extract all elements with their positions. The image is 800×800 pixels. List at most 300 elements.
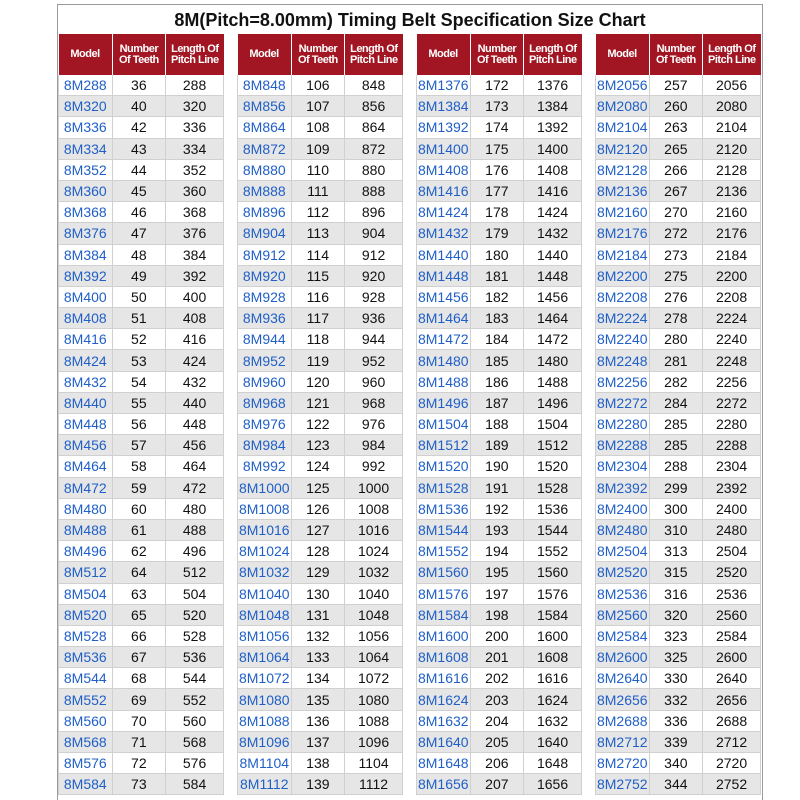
cell-model: 8M1408 — [417, 159, 471, 180]
table-row — [59, 75, 224, 96]
header-length-line1: Length Of — [529, 42, 577, 55]
cell-teeth: 45 — [112, 180, 166, 201]
cell-model: 8M2248 — [596, 350, 650, 371]
cell-teeth: 184 — [470, 329, 524, 350]
cell-model: 8M1648 — [417, 753, 471, 774]
cell-model: 8M1416 — [417, 180, 471, 201]
header-number-of-teeth — [470, 34, 524, 75]
cell-length: 1072 — [345, 668, 403, 689]
cell-length: 480 — [166, 498, 224, 519]
cell-model: 8M2288 — [596, 435, 650, 456]
cell-model: 8M960 — [238, 371, 292, 392]
cell-length: 2200 — [703, 265, 761, 286]
cell-teeth: 185 — [470, 350, 524, 371]
cell-teeth: 65 — [112, 604, 166, 625]
cell-model: 8M2304 — [596, 456, 650, 477]
cell-length: 1656 — [524, 774, 582, 795]
size-table-1 — [58, 34, 224, 795]
cell-length: 1608 — [524, 647, 582, 668]
cell-teeth: 114 — [291, 244, 345, 265]
cell-teeth: 284 — [649, 392, 703, 413]
header-teeth-line2: Of Teeth — [118, 53, 159, 66]
cell-model: 8M2208 — [596, 286, 650, 307]
cell-model: 8M1504 — [417, 414, 471, 435]
cell-model: 8M2240 — [596, 329, 650, 350]
cell-teeth: 192 — [470, 498, 524, 519]
table-row — [59, 414, 224, 435]
cell-teeth: 285 — [649, 435, 703, 456]
cell-teeth: 187 — [470, 392, 524, 413]
cell-model: 8M1544 — [417, 519, 471, 540]
table-row — [238, 414, 403, 435]
cell-length: 1616 — [524, 668, 582, 689]
cell-teeth: 177 — [470, 180, 524, 201]
cell-teeth: 193 — [470, 519, 524, 540]
cell-teeth: 197 — [470, 583, 524, 604]
cell-model: 8M1472 — [417, 329, 471, 350]
cell-teeth: 128 — [291, 541, 345, 562]
table-row — [238, 710, 403, 731]
header-length-line2: Pitch Line — [350, 53, 398, 66]
cell-teeth: 278 — [649, 308, 703, 329]
cell-model: 8M2128 — [596, 159, 650, 180]
cell-model: 8M432 — [59, 371, 113, 392]
table-row — [596, 689, 761, 710]
table-row — [238, 180, 403, 201]
header-model: Model — [59, 34, 113, 75]
table-row — [59, 96, 224, 117]
cell-model: 8M864 — [238, 117, 292, 138]
header-length-line2: Pitch Line — [529, 53, 577, 66]
cell-teeth: 340 — [649, 753, 703, 774]
table-row — [238, 625, 403, 646]
cell-length: 888 — [345, 180, 403, 201]
table-row — [596, 138, 761, 159]
cell-length: 2640 — [703, 668, 761, 689]
cell-model: 8M1632 — [417, 710, 471, 731]
cell-length: 416 — [166, 329, 224, 350]
cell-length: 320 — [166, 96, 224, 117]
table-row — [59, 710, 224, 731]
cell-length: 1600 — [524, 625, 582, 646]
cell-length: 2392 — [703, 477, 761, 498]
cell-model: 8M2520 — [596, 562, 650, 583]
table-row — [417, 117, 582, 138]
table-row — [59, 350, 224, 371]
table-row — [596, 647, 761, 668]
cell-length: 1096 — [345, 731, 403, 752]
cell-model: 8M896 — [238, 202, 292, 223]
cell-length: 560 — [166, 710, 224, 731]
cell-length: 2584 — [703, 625, 761, 646]
cell-model: 8M1656 — [417, 774, 471, 795]
cell-model: 8M952 — [238, 350, 292, 371]
cell-teeth: 44 — [112, 159, 166, 180]
table-row — [417, 414, 582, 435]
table-row — [59, 625, 224, 646]
table-row — [59, 477, 224, 498]
cell-teeth: 112 — [291, 202, 345, 223]
header-teeth-line1: Number — [656, 42, 696, 55]
cell-teeth: 265 — [649, 138, 703, 159]
table-row — [238, 668, 403, 689]
table-row — [238, 541, 403, 562]
cell-length: 1560 — [524, 562, 582, 583]
cell-teeth: 260 — [649, 96, 703, 117]
cell-length: 334 — [166, 138, 224, 159]
cell-length: 2128 — [703, 159, 761, 180]
cell-length: 464 — [166, 456, 224, 477]
table-row — [238, 350, 403, 371]
size-table-3 — [416, 34, 582, 795]
cell-teeth: 127 — [291, 519, 345, 540]
table-row — [417, 308, 582, 329]
cell-teeth: 194 — [470, 541, 524, 562]
cell-model: 8M872 — [238, 138, 292, 159]
table-row — [417, 625, 582, 646]
table-row — [596, 117, 761, 138]
cell-teeth: 56 — [112, 414, 166, 435]
cell-model: 8M992 — [238, 456, 292, 477]
cell-model: 8M392 — [59, 265, 113, 286]
cell-model: 8M1008 — [238, 498, 292, 519]
table-row — [417, 392, 582, 413]
cell-teeth: 57 — [112, 435, 166, 456]
cell-teeth: 120 — [291, 371, 345, 392]
cell-model: 8M1584 — [417, 604, 471, 625]
cell-model: 8M2752 — [596, 774, 650, 795]
table-row — [417, 244, 582, 265]
cell-length: 1000 — [345, 477, 403, 498]
cell-length: 864 — [345, 117, 403, 138]
table-row — [59, 180, 224, 201]
cell-model: 8M464 — [59, 456, 113, 477]
cell-model: 8M408 — [59, 308, 113, 329]
table-row — [596, 223, 761, 244]
cell-teeth: 190 — [470, 456, 524, 477]
cell-length: 504 — [166, 583, 224, 604]
cell-length: 2224 — [703, 308, 761, 329]
table-row — [596, 604, 761, 625]
cell-length: 536 — [166, 647, 224, 668]
cell-teeth: 54 — [112, 371, 166, 392]
cell-teeth: 282 — [649, 371, 703, 392]
cell-length: 2120 — [703, 138, 761, 159]
cell-length: 1032 — [345, 562, 403, 583]
cell-length: 1584 — [524, 604, 582, 625]
cell-model: 8M2136 — [596, 180, 650, 201]
table-row — [596, 202, 761, 223]
cell-model: 8M1088 — [238, 710, 292, 731]
cell-model: 8M536 — [59, 647, 113, 668]
cell-length: 496 — [166, 541, 224, 562]
table-row — [596, 159, 761, 180]
cell-teeth: 281 — [649, 350, 703, 371]
cell-length: 2240 — [703, 329, 761, 350]
cell-model: 8M1496 — [417, 392, 471, 413]
cell-length: 1432 — [524, 223, 582, 244]
table-row — [59, 392, 224, 413]
cell-length: 1648 — [524, 753, 582, 774]
table-row — [238, 647, 403, 668]
cell-model: 8M1112 — [238, 774, 292, 795]
cell-length: 936 — [345, 308, 403, 329]
cell-length: 976 — [345, 414, 403, 435]
cell-teeth: 69 — [112, 689, 166, 710]
cell-model: 8M1464 — [417, 308, 471, 329]
table-row — [59, 519, 224, 540]
cell-length: 2248 — [703, 350, 761, 371]
cell-length: 1088 — [345, 710, 403, 731]
cell-model: 8M2200 — [596, 265, 650, 286]
cell-teeth: 320 — [649, 604, 703, 625]
cell-teeth: 300 — [649, 498, 703, 519]
cell-length: 1400 — [524, 138, 582, 159]
table-row — [238, 604, 403, 625]
header-teeth-line2: Of Teeth — [476, 53, 517, 66]
cell-teeth: 276 — [649, 286, 703, 307]
header-length-line1: Length Of — [171, 42, 219, 55]
cell-model: 8M1032 — [238, 562, 292, 583]
table-row — [417, 180, 582, 201]
cell-teeth: 106 — [291, 75, 345, 96]
cell-model: 8M2584 — [596, 625, 650, 646]
cell-model: 8M456 — [59, 435, 113, 456]
table-header-row — [238, 34, 403, 75]
cell-teeth: 315 — [649, 562, 703, 583]
cell-model: 8M1064 — [238, 647, 292, 668]
table-row — [417, 668, 582, 689]
cell-length: 2136 — [703, 180, 761, 201]
cell-teeth: 207 — [470, 774, 524, 795]
cell-teeth: 42 — [112, 117, 166, 138]
cell-length: 2520 — [703, 562, 761, 583]
cell-model: 8M400 — [59, 286, 113, 307]
cell-teeth: 132 — [291, 625, 345, 646]
cell-length: 1576 — [524, 583, 582, 604]
cell-model: 8M1640 — [417, 731, 471, 752]
cell-model: 8M2080 — [596, 96, 650, 117]
table-row — [238, 392, 403, 413]
header-number-of-teeth — [112, 34, 166, 75]
table-row — [596, 308, 761, 329]
cell-length: 584 — [166, 774, 224, 795]
table-row — [417, 75, 582, 96]
cell-length: 1440 — [524, 244, 582, 265]
table-row — [238, 689, 403, 710]
cell-length: 1384 — [524, 96, 582, 117]
cell-length: 1632 — [524, 710, 582, 731]
cell-teeth: 257 — [649, 75, 703, 96]
cell-model: 8M1528 — [417, 477, 471, 498]
cell-teeth: 117 — [291, 308, 345, 329]
table-row — [238, 138, 403, 159]
cell-teeth: 203 — [470, 689, 524, 710]
cell-length: 848 — [345, 75, 403, 96]
cell-length: 1056 — [345, 625, 403, 646]
cell-model: 8M1608 — [417, 647, 471, 668]
cell-model: 8M2272 — [596, 392, 650, 413]
cell-length: 568 — [166, 731, 224, 752]
cell-model: 8M2640 — [596, 668, 650, 689]
cell-length: 952 — [345, 350, 403, 371]
table-row — [417, 583, 582, 604]
cell-model: 8M2256 — [596, 371, 650, 392]
cell-model: 8M360 — [59, 180, 113, 201]
cell-teeth: 139 — [291, 774, 345, 795]
cell-model: 8M976 — [238, 414, 292, 435]
cell-model: 8M944 — [238, 329, 292, 350]
cell-model: 8M320 — [59, 96, 113, 117]
cell-model: 8M1552 — [417, 541, 471, 562]
table-row — [238, 774, 403, 795]
cell-length: 992 — [345, 456, 403, 477]
cell-teeth: 40 — [112, 96, 166, 117]
table-row — [417, 96, 582, 117]
cell-length: 968 — [345, 392, 403, 413]
table-row — [417, 456, 582, 477]
table-row — [238, 562, 403, 583]
cell-teeth: 172 — [470, 75, 524, 96]
cell-length: 2400 — [703, 498, 761, 519]
cell-model: 8M288 — [59, 75, 113, 96]
cell-length: 1528 — [524, 477, 582, 498]
table-row — [417, 138, 582, 159]
header-teeth-line2: Of Teeth — [655, 53, 696, 66]
table-row — [238, 159, 403, 180]
cell-model: 8M424 — [59, 350, 113, 371]
cell-teeth: 323 — [649, 625, 703, 646]
table-row — [596, 286, 761, 307]
cell-length: 1456 — [524, 286, 582, 307]
cell-model: 8M504 — [59, 583, 113, 604]
cell-teeth: 121 — [291, 392, 345, 413]
cell-model: 8M880 — [238, 159, 292, 180]
cell-model: 8M440 — [59, 392, 113, 413]
table-row — [596, 350, 761, 371]
cell-teeth: 267 — [649, 180, 703, 201]
cell-length: 2256 — [703, 371, 761, 392]
cell-length: 2080 — [703, 96, 761, 117]
cell-teeth: 60 — [112, 498, 166, 519]
cell-model: 8M2400 — [596, 498, 650, 519]
cell-teeth: 272 — [649, 223, 703, 244]
header-length-line1: Length Of — [708, 42, 756, 55]
table-row — [596, 541, 761, 562]
cell-teeth: 206 — [470, 753, 524, 774]
cell-length: 1640 — [524, 731, 582, 752]
cell-model: 8M2104 — [596, 117, 650, 138]
table-row — [596, 477, 761, 498]
table-row — [238, 583, 403, 604]
cell-teeth: 43 — [112, 138, 166, 159]
cell-teeth: 188 — [470, 414, 524, 435]
cell-model: 8M1072 — [238, 668, 292, 689]
table-row — [238, 435, 403, 456]
cell-length: 2504 — [703, 541, 761, 562]
cell-teeth: 122 — [291, 414, 345, 435]
cell-teeth: 53 — [112, 350, 166, 371]
table-row — [596, 435, 761, 456]
size-table-4 — [595, 34, 761, 795]
table-row — [238, 265, 403, 286]
cell-model: 8M2120 — [596, 138, 650, 159]
cell-teeth: 55 — [112, 392, 166, 413]
size-table-2 — [237, 34, 403, 795]
cell-teeth: 125 — [291, 477, 345, 498]
table-row — [238, 202, 403, 223]
cell-teeth: 61 — [112, 519, 166, 540]
header-number-of-teeth — [649, 34, 703, 75]
cell-length: 928 — [345, 286, 403, 307]
cell-model: 8M528 — [59, 625, 113, 646]
cell-teeth: 336 — [649, 710, 703, 731]
cell-model: 8M384 — [59, 244, 113, 265]
cell-length: 408 — [166, 308, 224, 329]
cell-teeth: 270 — [649, 202, 703, 223]
table-row — [596, 265, 761, 286]
cell-model: 8M2536 — [596, 583, 650, 604]
cell-length: 960 — [345, 371, 403, 392]
cell-length: 528 — [166, 625, 224, 646]
cell-teeth: 51 — [112, 308, 166, 329]
table-row — [596, 75, 761, 96]
table-row — [59, 604, 224, 625]
cell-teeth: 332 — [649, 689, 703, 710]
cell-model: 8M1600 — [417, 625, 471, 646]
cell-model: 8M352 — [59, 159, 113, 180]
cell-length: 544 — [166, 668, 224, 689]
cell-model: 8M1520 — [417, 456, 471, 477]
cell-model: 8M2712 — [596, 731, 650, 752]
cell-length: 1424 — [524, 202, 582, 223]
table-row — [238, 117, 403, 138]
table-row — [596, 456, 761, 477]
cell-length: 336 — [166, 117, 224, 138]
cell-length: 424 — [166, 350, 224, 371]
cell-model: 8M1560 — [417, 562, 471, 583]
table-row — [417, 541, 582, 562]
cell-teeth: 273 — [649, 244, 703, 265]
table-row — [596, 731, 761, 752]
cell-teeth: 59 — [112, 477, 166, 498]
table-row — [417, 604, 582, 625]
cell-model: 8M1448 — [417, 265, 471, 286]
cell-model: 8M1384 — [417, 96, 471, 117]
cell-model: 8M1016 — [238, 519, 292, 540]
table-row — [59, 308, 224, 329]
cell-model: 8M1536 — [417, 498, 471, 519]
cell-teeth: 107 — [291, 96, 345, 117]
cell-model: 8M1512 — [417, 435, 471, 456]
cell-teeth: 189 — [470, 435, 524, 456]
cell-length: 1512 — [524, 435, 582, 456]
cell-length: 872 — [345, 138, 403, 159]
cell-teeth: 62 — [112, 541, 166, 562]
cell-length: 1416 — [524, 180, 582, 201]
table-row — [417, 647, 582, 668]
table-row — [417, 371, 582, 392]
table-row — [59, 286, 224, 307]
cell-length: 1392 — [524, 117, 582, 138]
cell-teeth: 266 — [649, 159, 703, 180]
cell-model: 8M552 — [59, 689, 113, 710]
table-row — [596, 562, 761, 583]
header-teeth-line1: Number — [298, 42, 338, 55]
cell-teeth: 115 — [291, 265, 345, 286]
table-row — [238, 731, 403, 752]
cell-length: 1064 — [345, 647, 403, 668]
